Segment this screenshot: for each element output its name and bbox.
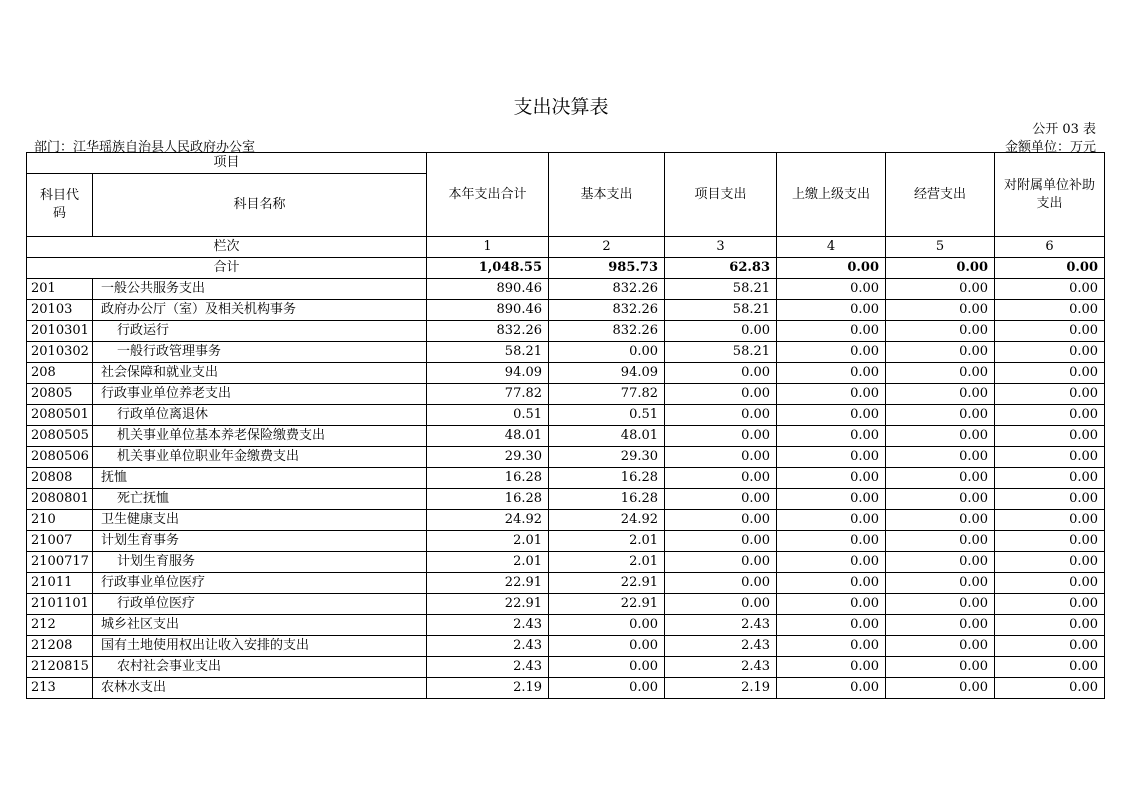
amount-cell: 0.00 — [886, 657, 995, 678]
amount-cell: 0.00 — [995, 636, 1105, 657]
amount-cell: 29.30 — [427, 447, 549, 468]
amount-cell: 0.00 — [665, 573, 777, 594]
subject-name: 计划生育事务 — [93, 531, 427, 552]
amount-cell: 0.00 — [777, 405, 886, 426]
amount-cell: 2.01 — [427, 531, 549, 552]
amount-cell: 0.00 — [549, 657, 665, 678]
amount-cell: 2.43 — [665, 615, 777, 636]
amount-cell: 29.30 — [549, 447, 665, 468]
amount-cell: 832.26 — [549, 300, 665, 321]
table-row — [27, 636, 1105, 657]
amount-cell: 0.00 — [777, 468, 886, 489]
amount-cell: 24.92 — [427, 510, 549, 531]
header-col4: 上缴上级支出 — [777, 153, 886, 237]
amount-cell: 0.00 — [886, 531, 995, 552]
amount-cell: 0.00 — [777, 510, 886, 531]
amount-cell: 0.00 — [995, 405, 1105, 426]
amount-cell: 0.00 — [995, 678, 1105, 699]
total-cell: 0.00 — [777, 258, 886, 279]
amount-cell: 16.28 — [549, 468, 665, 489]
amount-cell: 0.00 — [886, 279, 995, 300]
amount-cell: 2.43 — [427, 657, 549, 678]
table-row — [27, 321, 1105, 342]
amount-cell: 890.46 — [427, 279, 549, 300]
subject-name: 死亡抚恤 — [93, 489, 427, 510]
index-cell: 4 — [777, 237, 886, 258]
amount-cell: 0.00 — [665, 321, 777, 342]
amount-cell: 0.00 — [886, 636, 995, 657]
header-col2: 基本支出 — [549, 153, 665, 237]
amount-cell: 0.00 — [777, 552, 886, 573]
table-row — [27, 510, 1105, 531]
amount-cell: 94.09 — [427, 363, 549, 384]
header-col1: 本年支出合计 — [427, 153, 549, 237]
table-row — [27, 468, 1105, 489]
amount-cell: 0.00 — [777, 489, 886, 510]
index-cell: 2 — [549, 237, 665, 258]
amount-cell: 0.00 — [995, 300, 1105, 321]
subject-name: 计划生育服务 — [93, 552, 427, 573]
amount-cell: 94.09 — [549, 363, 665, 384]
amount-cell: 2.43 — [665, 636, 777, 657]
amount-cell: 0.00 — [995, 552, 1105, 573]
subject-name: 行政事业单位养老支出 — [93, 384, 427, 405]
amount-cell: 16.28 — [549, 489, 665, 510]
amount-cell: 0.00 — [886, 552, 995, 573]
amount-cell: 0.00 — [665, 447, 777, 468]
amount-cell: 0.00 — [777, 636, 886, 657]
amount-cell: 2.43 — [427, 615, 549, 636]
total-cell: 0.00 — [886, 258, 995, 279]
total-cell: 62.83 — [665, 258, 777, 279]
header-item: 项目 — [27, 153, 427, 174]
index-cell: 6 — [995, 237, 1105, 258]
subject-name: 抚恤 — [93, 468, 427, 489]
header-name: 科目名称 — [93, 174, 427, 237]
amount-cell: 0.51 — [427, 405, 549, 426]
department-label: 部门：江华瑶族自治县人民政府办公室 — [34, 140, 256, 155]
subject-code: 2010301 — [27, 321, 93, 342]
subject-code: 21007 — [27, 531, 93, 552]
amount-cell: 0.00 — [665, 552, 777, 573]
expenditure-table — [26, 152, 1105, 699]
subject-code: 2080505 — [27, 426, 93, 447]
table-row — [27, 615, 1105, 636]
amount-cell: 48.01 — [427, 426, 549, 447]
amount-cell: 0.00 — [886, 489, 995, 510]
amount-cell: 0.00 — [549, 678, 665, 699]
subject-name: 一般行政管理事务 — [93, 342, 427, 363]
table-number: 公开 03 表 — [1032, 122, 1096, 137]
total-cell: 0.00 — [995, 258, 1105, 279]
subject-code: 2080801 — [27, 489, 93, 510]
amount-cell: 0.00 — [777, 321, 886, 342]
table-row — [27, 531, 1105, 552]
table-row — [27, 573, 1105, 594]
subject-code: 2010302 — [27, 342, 93, 363]
amount-cell: 0.00 — [886, 405, 995, 426]
amount-cell: 0.00 — [665, 363, 777, 384]
subject-name: 机关事业单位职业年金缴费支出 — [93, 447, 427, 468]
amount-cell: 2.43 — [665, 657, 777, 678]
amount-cell: 0.00 — [995, 573, 1105, 594]
amount-cell: 0.00 — [777, 615, 886, 636]
total-cell: 1,048.55 — [427, 258, 549, 279]
subject-name: 国有土地使用权出让收入安排的支出 — [93, 636, 427, 657]
amount-cell: 0.00 — [886, 615, 995, 636]
amount-cell: 0.00 — [886, 363, 995, 384]
amount-cell: 0.00 — [995, 384, 1105, 405]
amount-cell: 0.00 — [886, 447, 995, 468]
table-row — [27, 300, 1105, 321]
subject-name: 社会保障和就业支出 — [93, 363, 427, 384]
subject-name: 城乡社区支出 — [93, 615, 427, 636]
table-row — [27, 384, 1105, 405]
amount-cell: 2.43 — [427, 636, 549, 657]
subject-code: 2101101 — [27, 594, 93, 615]
subject-name: 农林水支出 — [93, 678, 427, 699]
subject-code: 2100717 — [27, 552, 93, 573]
amount-cell: 0.00 — [886, 426, 995, 447]
subject-code: 21208 — [27, 636, 93, 657]
index-cell: 1 — [427, 237, 549, 258]
amount-cell: 2.01 — [549, 552, 665, 573]
subject-name: 行政单位离退休 — [93, 405, 427, 426]
amount-cell: 2.01 — [549, 531, 665, 552]
table-row — [27, 657, 1105, 678]
index-cell: 3 — [665, 237, 777, 258]
amount-cell: 0.00 — [777, 300, 886, 321]
amount-cell: 0.00 — [665, 531, 777, 552]
amount-cell: 0.00 — [995, 531, 1105, 552]
subject-code: 201 — [27, 279, 93, 300]
amount-cell: 0.51 — [549, 405, 665, 426]
amount-cell: 24.92 — [549, 510, 665, 531]
amount-cell: 0.00 — [995, 510, 1105, 531]
subject-code: 2080501 — [27, 405, 93, 426]
amount-cell: 2.19 — [665, 678, 777, 699]
subject-code: 2080506 — [27, 447, 93, 468]
subject-name: 政府办公厅（室）及相关机构事务 — [93, 300, 427, 321]
amount-cell: 0.00 — [995, 615, 1105, 636]
unit-label: 金额单位：万元 — [1004, 140, 1096, 155]
amount-cell: 0.00 — [549, 636, 665, 657]
amount-cell: 58.21 — [665, 300, 777, 321]
amount-cell: 0.00 — [995, 657, 1105, 678]
amount-cell: 0.00 — [995, 342, 1105, 363]
total-label: 合计 — [27, 258, 427, 279]
amount-cell: 0.00 — [777, 594, 886, 615]
amount-cell: 58.21 — [665, 342, 777, 363]
amount-cell: 890.46 — [427, 300, 549, 321]
subject-code: 20805 — [27, 384, 93, 405]
amount-cell: 77.82 — [549, 384, 665, 405]
amount-cell: 0.00 — [777, 426, 886, 447]
amount-cell: 0.00 — [995, 594, 1105, 615]
amount-cell: 0.00 — [886, 342, 995, 363]
subject-name: 一般公共服务支出 — [93, 279, 427, 300]
amount-cell: 0.00 — [995, 489, 1105, 510]
amount-cell: 0.00 — [665, 405, 777, 426]
amount-cell: 0.00 — [777, 657, 886, 678]
header-col6: 对附属单位补助支出 — [995, 153, 1105, 237]
subject-code: 21011 — [27, 573, 93, 594]
amount-cell: 58.21 — [427, 342, 549, 363]
subject-code: 213 — [27, 678, 93, 699]
index-row — [27, 237, 1105, 258]
amount-cell: 0.00 — [886, 678, 995, 699]
amount-cell: 0.00 — [777, 573, 886, 594]
table-row — [27, 279, 1105, 300]
amount-cell: 22.91 — [549, 573, 665, 594]
amount-cell: 0.00 — [995, 363, 1105, 384]
header-col3: 项目支出 — [665, 153, 777, 237]
amount-cell: 0.00 — [886, 384, 995, 405]
amount-cell: 22.91 — [427, 594, 549, 615]
total-cell: 985.73 — [549, 258, 665, 279]
amount-cell: 0.00 — [777, 678, 886, 699]
amount-cell: 0.00 — [777, 531, 886, 552]
table-row — [27, 363, 1105, 384]
amount-cell: 0.00 — [995, 279, 1105, 300]
subject-name: 行政单位医疗 — [93, 594, 427, 615]
amount-cell: 58.21 — [665, 279, 777, 300]
amount-cell: 2.19 — [427, 678, 549, 699]
amount-cell: 0.00 — [777, 384, 886, 405]
amount-cell: 832.26 — [549, 279, 665, 300]
amount-cell: 0.00 — [886, 573, 995, 594]
amount-cell: 2.01 — [427, 552, 549, 573]
subject-code: 212 — [27, 615, 93, 636]
table-row — [27, 342, 1105, 363]
index-cell: 5 — [886, 237, 995, 258]
subject-code: 20103 — [27, 300, 93, 321]
amount-cell: 0.00 — [777, 279, 886, 300]
amount-cell: 0.00 — [665, 489, 777, 510]
subject-name: 卫生健康支出 — [93, 510, 427, 531]
amount-cell: 832.26 — [549, 321, 665, 342]
amount-cell: 0.00 — [886, 321, 995, 342]
amount-cell: 0.00 — [777, 447, 886, 468]
header-col5: 经营支出 — [886, 153, 995, 237]
table-row — [27, 489, 1105, 510]
table-row — [27, 594, 1105, 615]
subject-name: 农村社会事业支出 — [93, 657, 427, 678]
subject-name: 行政事业单位医疗 — [93, 573, 427, 594]
amount-cell: 0.00 — [886, 300, 995, 321]
subject-name: 行政运行 — [93, 321, 427, 342]
table-row — [27, 447, 1105, 468]
amount-cell: 16.28 — [427, 468, 549, 489]
amount-cell: 0.00 — [886, 468, 995, 489]
amount-cell: 832.26 — [427, 321, 549, 342]
amount-cell: 0.00 — [777, 363, 886, 384]
amount-cell: 0.00 — [549, 615, 665, 636]
table-row — [27, 552, 1105, 573]
amount-cell: 0.00 — [665, 594, 777, 615]
total-row — [27, 258, 1105, 279]
index-label: 栏次 — [27, 237, 427, 258]
amount-cell: 0.00 — [665, 426, 777, 447]
amount-cell: 48.01 — [549, 426, 665, 447]
table-row — [27, 405, 1105, 426]
amount-cell: 0.00 — [995, 321, 1105, 342]
amount-cell: 0.00 — [995, 447, 1105, 468]
amount-cell: 0.00 — [886, 594, 995, 615]
amount-cell: 0.00 — [886, 510, 995, 531]
header-code: 科目代码 — [27, 174, 93, 237]
amount-cell: 0.00 — [995, 468, 1105, 489]
amount-cell: 0.00 — [665, 510, 777, 531]
page-title: 支出决算表 — [513, 96, 609, 118]
table-row — [27, 426, 1105, 447]
amount-cell: 0.00 — [665, 384, 777, 405]
amount-cell: 0.00 — [777, 342, 886, 363]
amount-cell: 0.00 — [995, 426, 1105, 447]
amount-cell: 77.82 — [427, 384, 549, 405]
amount-cell: 16.28 — [427, 489, 549, 510]
amount-cell: 0.00 — [549, 342, 665, 363]
amount-cell: 22.91 — [549, 594, 665, 615]
subject-code: 2120815 — [27, 657, 93, 678]
subject-code: 210 — [27, 510, 93, 531]
subject-code: 208 — [27, 363, 93, 384]
amount-cell: 0.00 — [665, 468, 777, 489]
table-row — [27, 678, 1105, 699]
subject-code: 20808 — [27, 468, 93, 489]
subject-name: 机关事业单位基本养老保险缴费支出 — [93, 426, 427, 447]
amount-cell: 22.91 — [427, 573, 549, 594]
